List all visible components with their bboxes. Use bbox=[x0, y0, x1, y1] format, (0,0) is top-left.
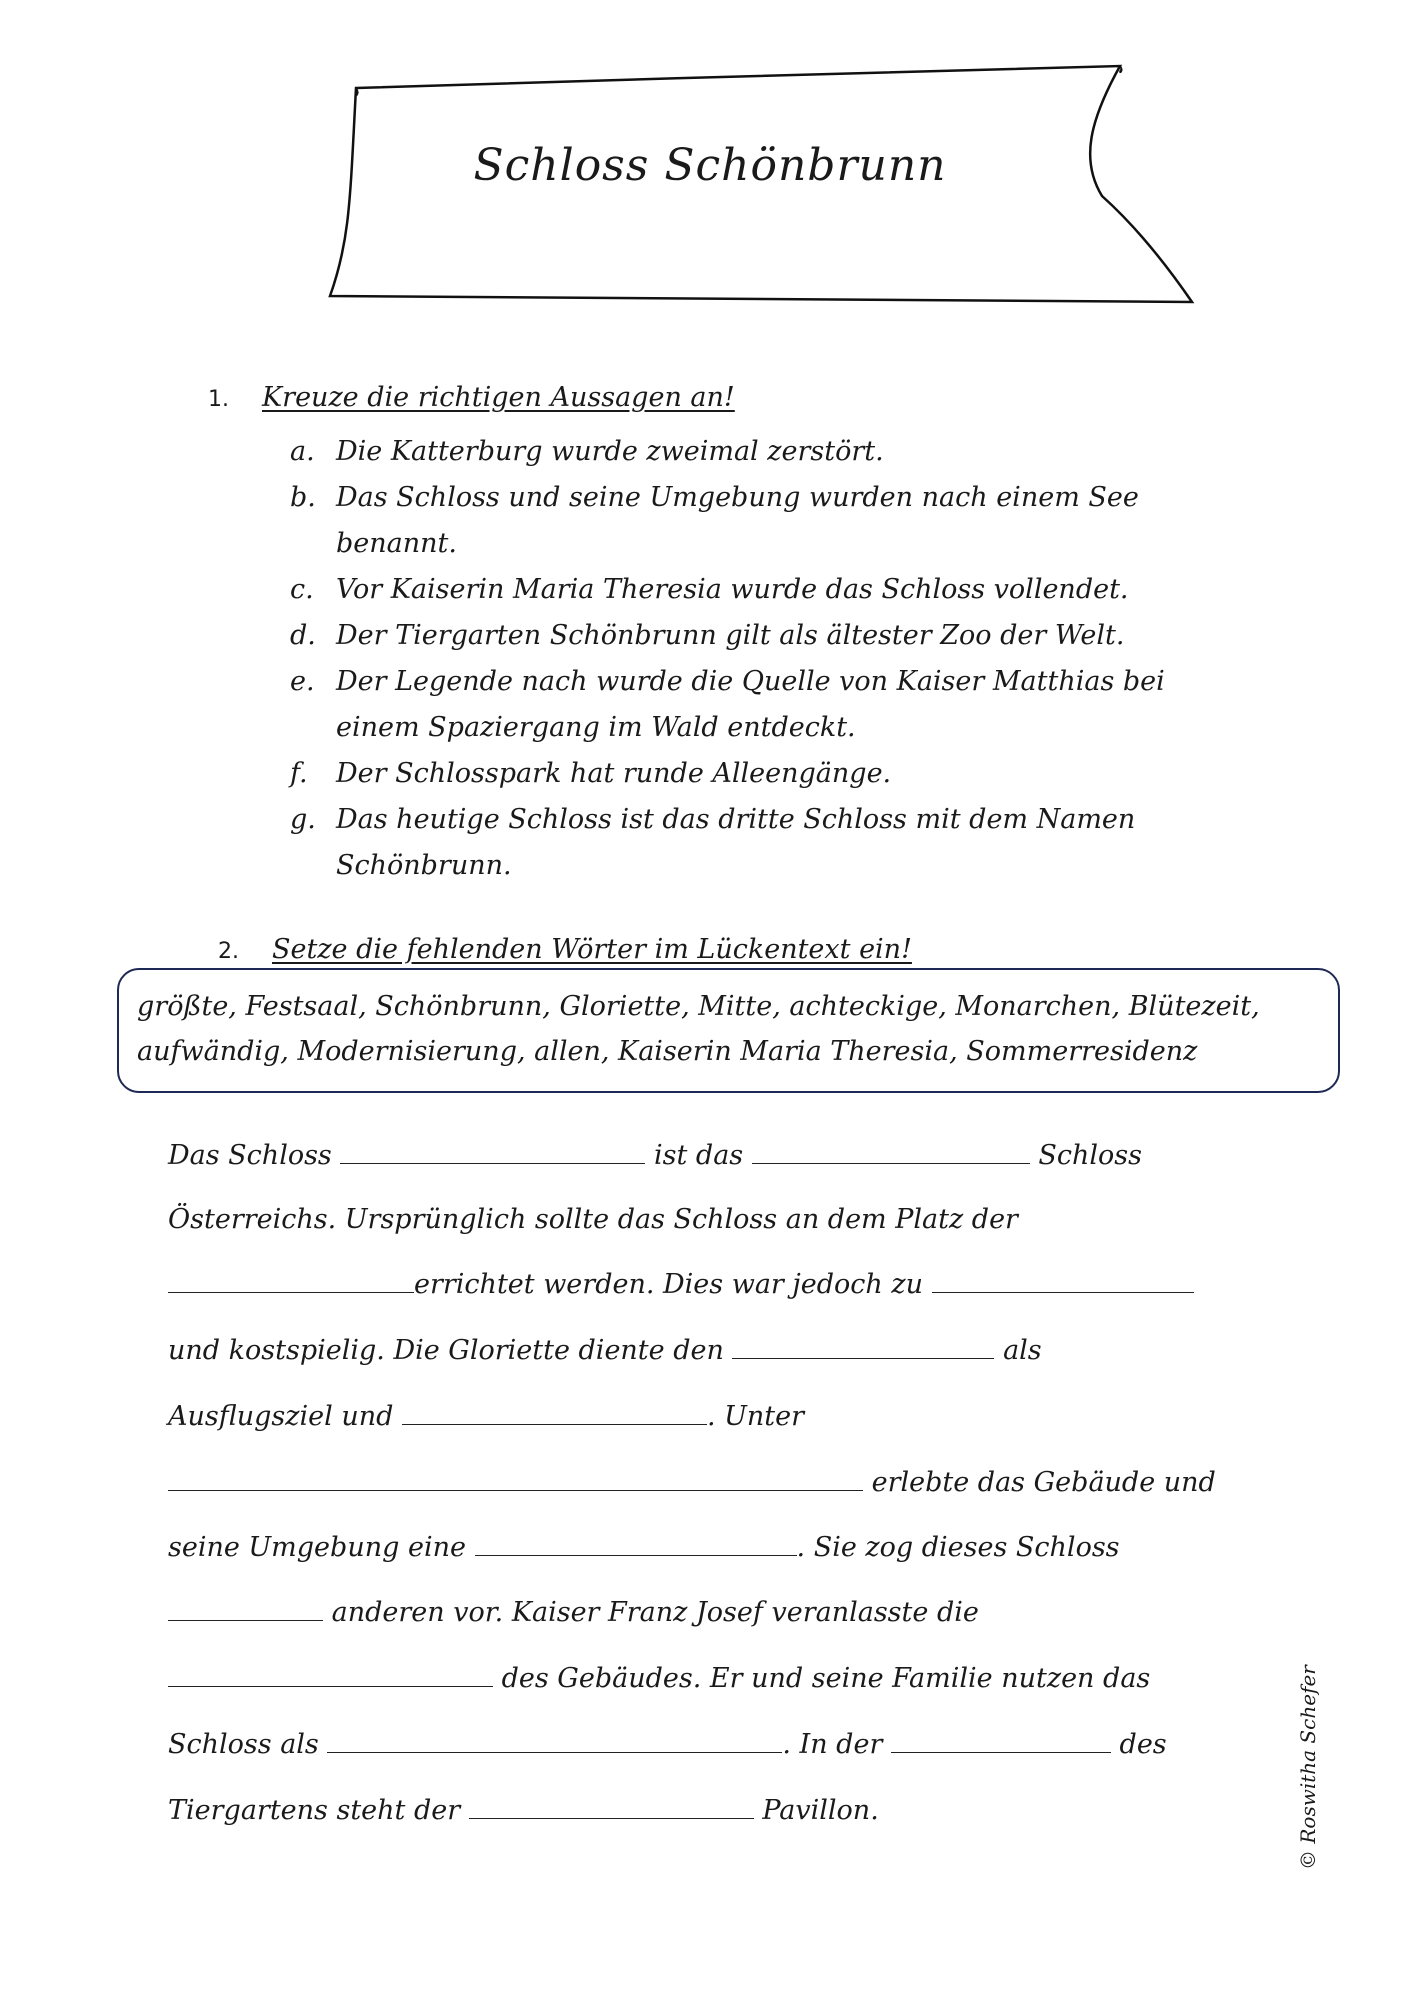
cloze-line: errichtet werden. Dies war jedoch zu bbox=[168, 1264, 1248, 1305]
cloze-line: anderen vor. Kaiser Franz Josef veranlasste die bbox=[168, 1592, 1248, 1633]
cloze-line: Das Schloss ist das Schloss bbox=[168, 1135, 1248, 1176]
list-item: e. Der Legende nach wurde die Quelle von Kaiser Matthias bei einem Spaziergang im Wald entdeckt. bbox=[290, 666, 1165, 743]
task1-heading: 1. Kreuze die richtigen Aussagen an! bbox=[208, 382, 735, 413]
answer-blank[interactable] bbox=[891, 1724, 1111, 1753]
answer-blank[interactable] bbox=[732, 1330, 994, 1359]
list-item: f. Der Schlosspark hat runde Alleengänge. bbox=[290, 758, 892, 789]
cloze-line: seine Umgebung eine . Sie zog dieses Schloss bbox=[168, 1527, 1248, 1568]
list-item: g. Das heutige Schloss ist das dritte Schloss mit dem Namen Schönbrunn. bbox=[290, 804, 1136, 881]
cloze-line: Tiergartens steht der Pavillon. bbox=[168, 1790, 1248, 1831]
answer-blank[interactable] bbox=[469, 1790, 754, 1819]
answer-blank[interactable] bbox=[327, 1724, 782, 1753]
answer-blank[interactable] bbox=[752, 1135, 1030, 1164]
task2-heading: 2. Setze die fehlenden Wörter im Lückentext ein! bbox=[218, 934, 912, 965]
list-item: b. Das Schloss und seine Umgebung wurden nach einem See benannt. bbox=[290, 482, 1139, 559]
cloze-line: des Gebäudes. Er und seine Familie nutzen das bbox=[168, 1658, 1248, 1699]
answer-blank[interactable] bbox=[402, 1396, 707, 1425]
answer-blank[interactable] bbox=[168, 1658, 493, 1687]
answer-blank[interactable] bbox=[168, 1264, 414, 1293]
cloze-line: erlebte das Gebäude und bbox=[168, 1462, 1248, 1503]
answer-blank[interactable] bbox=[475, 1527, 797, 1556]
answer-blank[interactable] bbox=[340, 1135, 645, 1164]
word-bank-line: größte, Festsaal, Schönbrunn, Gloriette, Mitte, achteckige, Monarchen, Blütezeit, bbox=[137, 991, 1260, 1022]
list-item: a. Die Katterburg wurde zweimal zerstört. bbox=[290, 436, 884, 467]
list-item: d. Der Tiergarten Schönbrunn gilt als ältester Zoo der Welt. bbox=[290, 620, 1125, 651]
cloze-line: und kostspielig. Die Gloriette diente den als bbox=[168, 1330, 1248, 1371]
cloze-line: Schloss als . In der des bbox=[168, 1724, 1248, 1765]
answer-blank[interactable] bbox=[168, 1462, 863, 1491]
list-item: c. Vor Kaiserin Maria Theresia wurde das Schloss vollendet. bbox=[290, 574, 1129, 605]
word-bank-line: aufwändig, Modernisierung, allen, Kaiserin Maria Theresia, Sommerresidenz bbox=[137, 1036, 1198, 1067]
cloze-line: Österreichs. Ursprünglich sollte das Schloss an dem Platz der bbox=[168, 1204, 1018, 1235]
copyright-note: © Roswitha Schefer bbox=[1296, 1665, 1320, 1870]
cloze-line: Ausflugsziel und . Unter bbox=[168, 1396, 1248, 1437]
answer-blank[interactable] bbox=[168, 1592, 323, 1621]
word-bank bbox=[137, 984, 1327, 1074]
page-title: Schloss Schönbrunn bbox=[473, 140, 947, 191]
answer-blank[interactable] bbox=[932, 1264, 1194, 1293]
